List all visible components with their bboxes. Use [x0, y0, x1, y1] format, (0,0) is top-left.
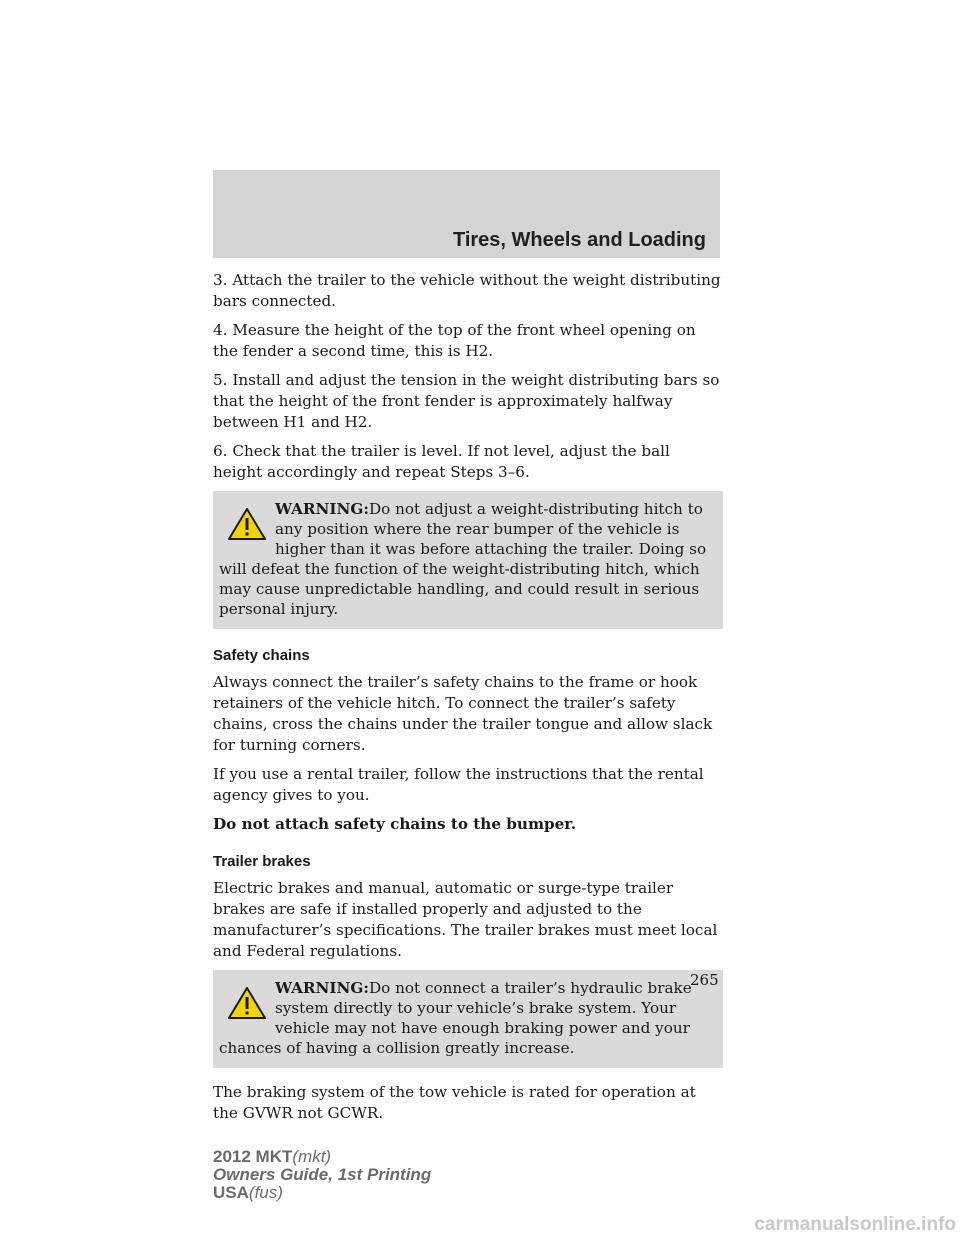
section-header-band	[213, 170, 720, 258]
footer-model: 2012 MKT	[213, 1147, 293, 1166]
warning-triangle-icon	[227, 507, 267, 541]
warning-box-hitch	[213, 491, 723, 629]
step-6: 6. Check that the trailer is level. If not level, adjust the ball height accordingly and repeat Steps 3–6.	[213, 442, 670, 481]
heading-safety-chains: Safety chains	[213, 647, 310, 664]
footer-region: USA	[213, 1183, 249, 1202]
footer-region-code: (fus)	[248, 1183, 283, 1202]
step-4: 4. Measure the height of the top of the front wheel opening on the fender a second time, this is H2.	[213, 321, 696, 360]
step-5: 5. Install and adjust the tension in the weight distributing bars so that the height of the front fender is approximately halfway between H1 and H2.	[213, 371, 720, 431]
bumper-note: Do not attach safety chains to the bumper.	[213, 815, 577, 833]
paragraph: Always connect the trailer’s safety chains to the frame or hook retainers of the vehicle hitch. To connect the trailer’s safety chains, cross the chains under the trailer tongue and allow slack for turning corners.	[213, 673, 713, 754]
page-number: 265	[690, 971, 719, 989]
page-content	[213, 270, 723, 1132]
heading-trailer-brakes: Trailer brakes	[213, 853, 311, 870]
warning-text: Do not connect a trailer’s hydraulic brake system directly to your vehicle’s brake system. Your vehicle may not have enough braking power and your chances of having a collision greatly increase.	[219, 979, 692, 1057]
warning-text: Do not adjust a weight-distributing hitch to any position where the rear bumper of the vehicle is higher than it was before attaching the trailer. Doing so will defeat the function of the weight-distributing hitch, which may cause unpredictable handling, and could result in serious personal injury.	[219, 500, 707, 618]
paragraph: Electric brakes and manual, automatic or surge-type trailer brakes are safe if installed properly and adjusted to the manufacturer’s specifications. The trailer brakes must meet local and Federal regulations.	[213, 879, 718, 960]
footer-model-code: (mkt)	[292, 1147, 332, 1166]
section-title: Tires, Wheels and Loading	[452, 229, 706, 251]
warning-box-brakes	[213, 970, 723, 1068]
watermark: carmanualsonline.info	[754, 1214, 956, 1235]
warning-label: WARNING:	[275, 979, 369, 997]
step-3: 3. Attach the trailer to the vehicle without the weight distributing bars connected.	[213, 271, 721, 310]
footer-printing: Owners Guide, 1st Printing	[213, 1165, 432, 1184]
footer	[213, 1148, 431, 1202]
warning-label: WARNING:	[275, 500, 369, 518]
paragraph: If you use a rental trailer, follow the instructions that the rental agency gives to you.	[213, 765, 704, 804]
warning-triangle-icon	[227, 986, 267, 1020]
closing-paragraph: The braking system of the tow vehicle is rated for operation at the GVWR not GCWR.	[213, 1083, 696, 1122]
